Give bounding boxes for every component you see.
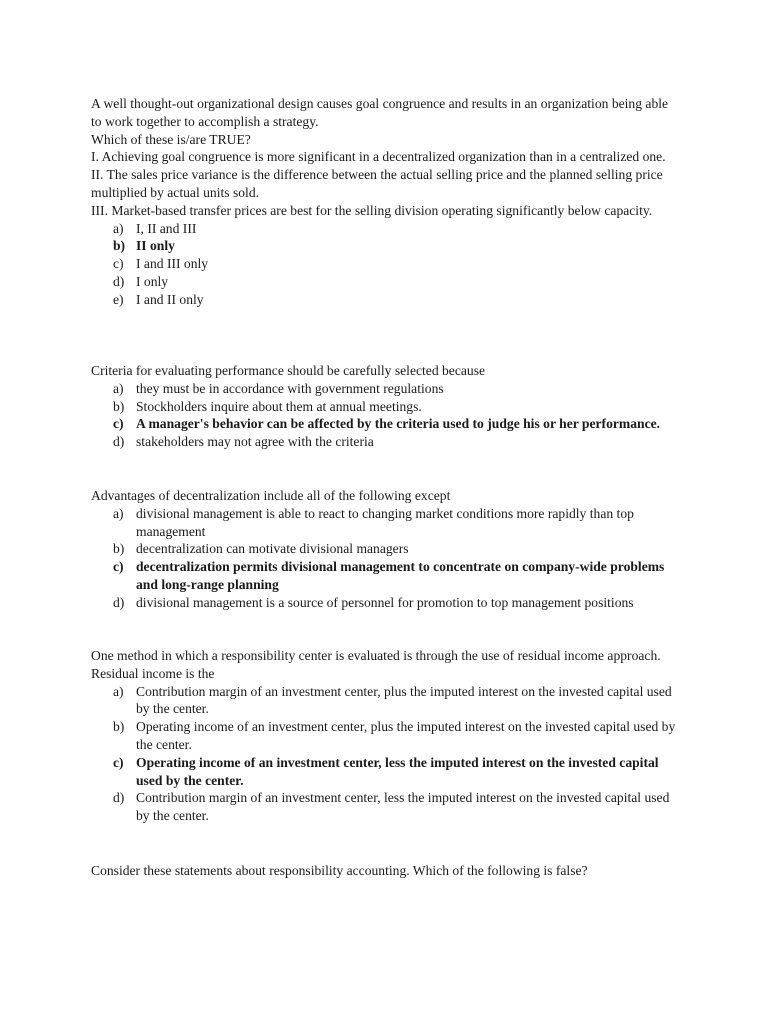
option-letter: e) — [113, 291, 124, 307]
question-5 — [91, 862, 676, 880]
option-letter: c) — [113, 256, 124, 272]
stem-line: One method in which a responsibility center is evaluated is through the use of residual income approach. Residual income is the — [91, 648, 665, 681]
stem-line: Which of these is/are TRUE? — [91, 131, 251, 147]
question-1-stem — [91, 95, 676, 220]
option-letter: c) — [113, 559, 124, 575]
option-c-correct — [91, 558, 676, 594]
option-letter: c) — [113, 416, 124, 432]
option-text: decentralization permits divisional management to concentrate on company-wide problems and long-range planning — [136, 559, 665, 592]
question-5-stem — [91, 862, 676, 880]
option-c-correct — [91, 415, 676, 433]
option-e — [91, 291, 676, 309]
question-3 — [91, 487, 676, 612]
option-text: divisional management is able to react to changing market conditions more rapidly than top management — [136, 505, 634, 539]
question-2 — [91, 362, 676, 451]
option-letter: b) — [113, 541, 125, 557]
option-a — [91, 220, 676, 238]
question-4 — [91, 647, 676, 825]
option-b — [91, 540, 676, 558]
option-letter: d) — [113, 790, 125, 806]
question-3-options — [91, 505, 676, 612]
option-text: I only — [136, 273, 169, 289]
question-3-stem — [91, 487, 676, 505]
option-text: I and III only — [136, 256, 209, 272]
stem-line: Criteria for evaluating performance should be carefully selected because — [91, 363, 486, 378]
option-letter: d) — [113, 434, 125, 450]
option-text: divisional management is a source of personnel for promotion to top management positions — [136, 594, 634, 610]
option-letter: b) — [113, 719, 125, 735]
option-text: Operating income of an investment center, less the imputed interest on the invested capital used by the center. — [136, 754, 659, 788]
question-1-options — [91, 220, 676, 309]
stem-line: II. The sales price variance is the difference between the actual selling price and the planned selling price multiplied by actual units sold. — [91, 167, 667, 200]
option-d — [91, 594, 676, 612]
question-2-options — [91, 380, 676, 451]
option-d — [91, 789, 676, 825]
option-c — [91, 255, 676, 273]
option-b — [91, 718, 676, 754]
stem-line: A well thought-out organizational design causes goal congruence and results in an organization being able to work together to accomplish a strategy. — [91, 96, 672, 129]
stem-line: III. Market-based transfer prices are best for the selling division operating significantly below capacity. — [91, 202, 653, 218]
option-a — [91, 505, 676, 541]
option-text: Contribution margin of an investment center, plus the imputed interest on the invested capital used by the center. — [136, 683, 672, 717]
option-text: II only — [136, 238, 175, 254]
option-text: stakeholders may not agree with the criteria — [136, 434, 374, 450]
option-a — [91, 683, 676, 719]
option-letter: a) — [113, 683, 124, 699]
option-letter: a) — [113, 505, 124, 521]
option-b — [91, 398, 676, 416]
option-letter: d) — [113, 594, 125, 610]
option-b-correct — [91, 237, 676, 255]
option-text: I, II and III — [136, 220, 197, 236]
option-letter: b) — [113, 398, 125, 414]
option-letter: a) — [113, 220, 124, 236]
question-4-stem — [91, 647, 676, 683]
option-text: Operating income of an investment center, plus the imputed interest on the invested capital used by the center. — [136, 719, 676, 752]
option-c-correct — [91, 754, 676, 790]
stem-line: Consider these statements about responsibility accounting. Which of the following is false? — [91, 863, 588, 878]
stem-line: Advantages of decentralization include all of the following except — [91, 488, 451, 503]
option-letter: c) — [113, 754, 124, 770]
question-1 — [91, 95, 676, 309]
stem-line: I. Achieving goal congruence is more significant in a decentralized organization than in a centralized one. — [91, 149, 666, 165]
option-text: they must be in accordance with government regulations — [136, 380, 444, 396]
option-text: decentralization can motivate divisional managers — [136, 541, 409, 557]
option-text: Stockholders inquire about them at annual meetings. — [136, 398, 422, 414]
question-2-stem — [91, 362, 676, 380]
option-text: I and II only — [136, 291, 204, 307]
option-d — [91, 433, 676, 451]
question-4-options — [91, 683, 676, 825]
option-letter: b) — [113, 238, 126, 254]
option-letter: a) — [113, 380, 124, 396]
option-d — [91, 273, 676, 291]
option-text: Contribution margin of an investment center, less the imputed interest on the invested capital used by the center. — [136, 790, 670, 824]
option-letter: d) — [113, 273, 125, 289]
option-a — [91, 380, 676, 398]
option-text: A manager's behavior can be affected by the criteria used to judge his or her performance. — [136, 416, 661, 432]
